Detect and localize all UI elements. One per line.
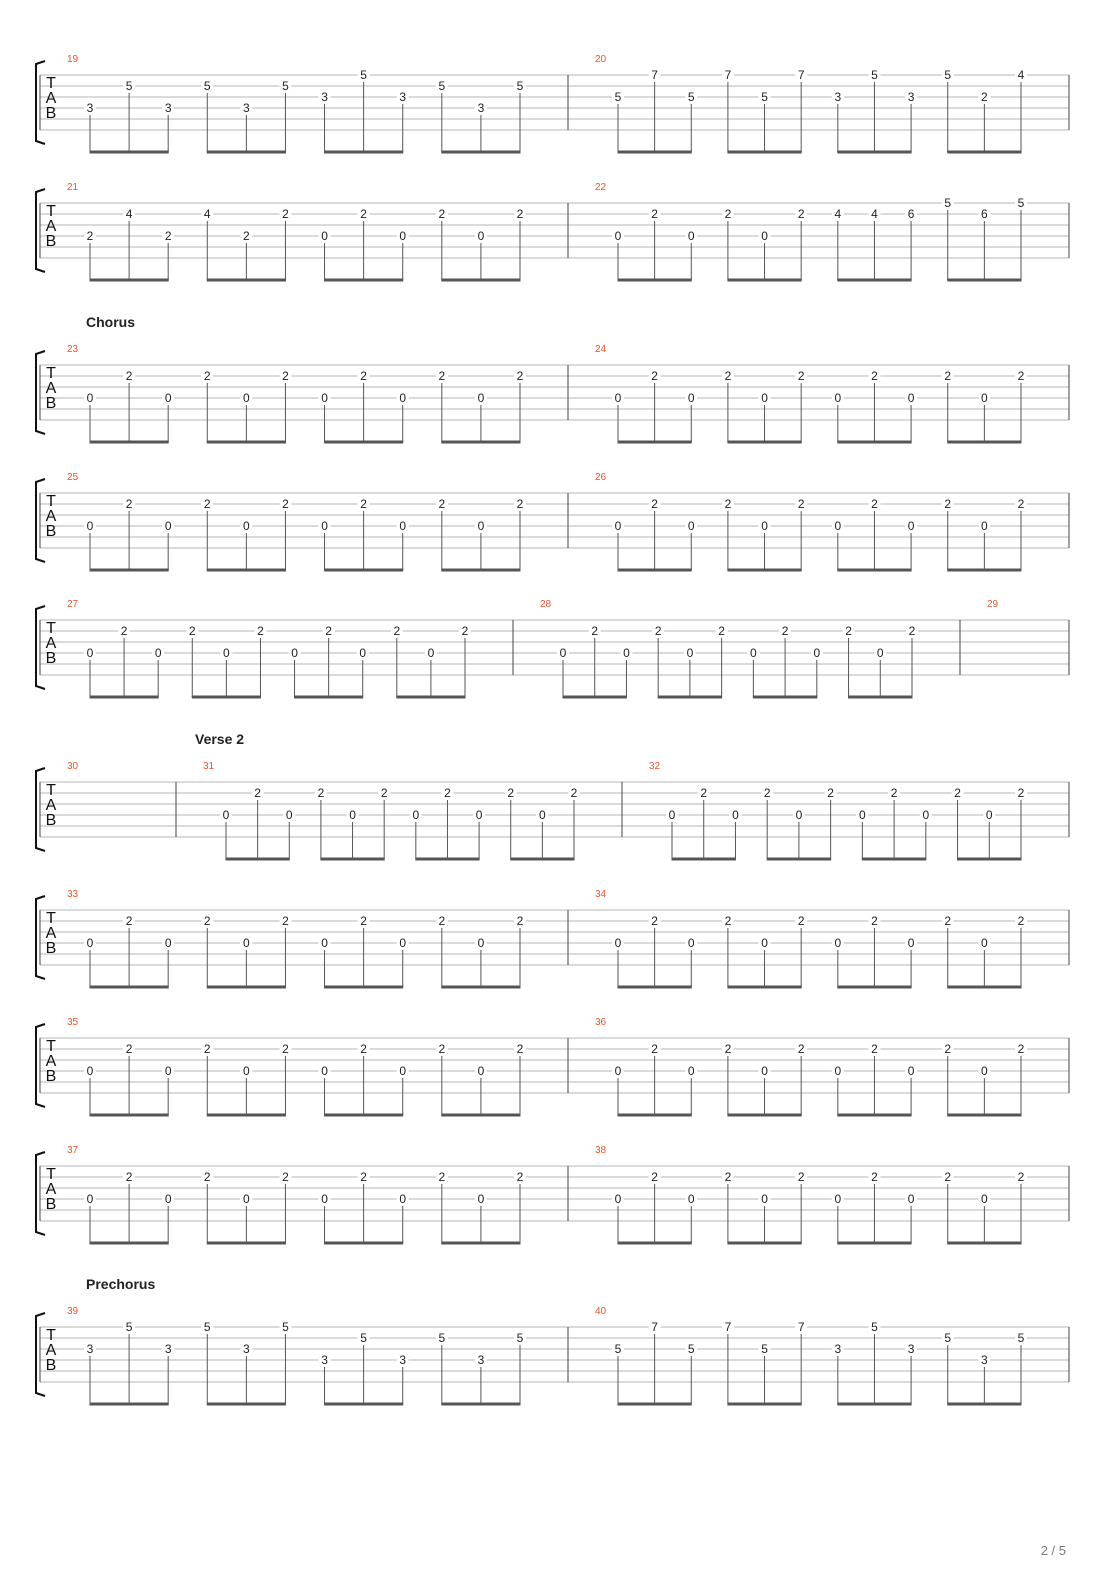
tab-clef-letter: T <box>46 1327 56 1344</box>
fret-number: 0 <box>475 808 483 822</box>
fret-number: 2 <box>282 1042 289 1056</box>
fret-number: 7 <box>651 68 658 82</box>
tab-clef-letter: B <box>45 523 57 540</box>
tab-clef-letter: A <box>45 218 57 235</box>
fret-number: 0 <box>761 1192 768 1206</box>
fret-number: 2 <box>282 369 289 383</box>
fret-number: 7 <box>724 1320 732 1334</box>
fret-number: 5 <box>944 196 952 210</box>
fret-number: 0 <box>477 1192 485 1206</box>
fret-number: 0 <box>477 519 485 533</box>
measure-number: 19 <box>67 54 79 65</box>
tab-clef-letter: B <box>45 1196 57 1213</box>
fret-number: 0 <box>687 519 695 533</box>
fret-number: 7 <box>724 68 732 82</box>
fret-number: 3 <box>243 101 250 115</box>
fret-number: 2 <box>944 497 952 511</box>
fret-number: 5 <box>282 1320 289 1334</box>
fret-number: 5 <box>1017 196 1025 210</box>
fret-number: 2 <box>203 1170 211 1184</box>
fret-number: 2 <box>516 369 524 383</box>
fret-number: 2 <box>507 786 515 800</box>
fret-number: 2 <box>254 786 261 800</box>
fret-number: 3 <box>86 1342 94 1356</box>
fret-number: 3 <box>477 1353 485 1367</box>
fret-number: 2 <box>461 624 469 638</box>
fret-number: 0 <box>359 646 367 660</box>
fret-number: 2 <box>516 497 524 511</box>
fret-number: 0 <box>164 936 172 950</box>
fret-number: 0 <box>761 391 768 405</box>
fret-number: 2 <box>724 1170 732 1184</box>
tab-clef-letter: A <box>45 925 57 942</box>
fret-number: 2 <box>651 497 658 511</box>
page-number: 2 / 5 <box>1040 1543 1066 1558</box>
fret-number: 0 <box>243 936 250 950</box>
fret-number: 5 <box>125 79 133 93</box>
fret-number: 2 <box>890 786 898 800</box>
fret-number: 3 <box>321 1353 328 1367</box>
fret-number: 0 <box>687 936 695 950</box>
fret-number: 2 <box>438 207 446 221</box>
measure-number: 27 <box>67 599 79 610</box>
fret-number: 5 <box>944 68 952 82</box>
measure-number: 26 <box>595 472 607 483</box>
tab-clef-letter: T <box>46 1166 56 1183</box>
tab-clef-letter: A <box>45 90 57 107</box>
fret-number: 2 <box>360 1170 367 1184</box>
fret-number: 2 <box>724 207 732 221</box>
fret-number: 6 <box>907 207 915 221</box>
fret-number: 0 <box>907 936 915 950</box>
fret-number: 0 <box>614 1192 622 1206</box>
fret-number: 2 <box>944 1170 952 1184</box>
fret-number: 0 <box>981 1064 988 1078</box>
fret-number: 4 <box>1017 68 1025 82</box>
fret-number: 0 <box>477 229 485 243</box>
fret-number: 2 <box>871 1042 878 1056</box>
fret-number: 0 <box>686 646 694 660</box>
fret-number: 3 <box>86 101 94 115</box>
tab-clef-letter: T <box>46 782 56 799</box>
fret-number: 0 <box>614 936 622 950</box>
fret-number: 2 <box>86 229 94 243</box>
fret-number: 5 <box>203 79 211 93</box>
fret-number: 2 <box>651 207 658 221</box>
fret-number: 2 <box>125 1170 133 1184</box>
fret-number: 0 <box>285 808 293 822</box>
fret-number: 2 <box>1017 786 1025 800</box>
fret-number: 4 <box>871 207 878 221</box>
fret-number: 2 <box>944 369 952 383</box>
fret-number: 0 <box>427 646 435 660</box>
fret-number: 0 <box>687 1192 695 1206</box>
fret-number: 0 <box>539 808 546 822</box>
fret-number: 0 <box>291 646 298 660</box>
fret-number: 0 <box>477 936 485 950</box>
measure-number: 22 <box>595 182 607 193</box>
fret-number: 7 <box>797 68 805 82</box>
fret-number: 2 <box>438 1042 446 1056</box>
tab-clef-letter: B <box>45 1357 57 1374</box>
fret-number: 5 <box>516 1331 524 1345</box>
section-label: Verse 2 <box>195 731 245 747</box>
fret-number: 0 <box>981 1192 988 1206</box>
fret-number: 0 <box>761 229 768 243</box>
fret-number: 0 <box>321 229 328 243</box>
fret-number: 2 <box>380 786 388 800</box>
measure-number: 40 <box>595 1306 607 1317</box>
fret-number: 7 <box>797 1320 805 1334</box>
fret-number: 5 <box>871 68 878 82</box>
fret-number: 2 <box>438 914 446 928</box>
fret-number: 0 <box>164 519 172 533</box>
fret-number: 2 <box>393 624 401 638</box>
fret-number: 2 <box>360 369 367 383</box>
fret-number: 2 <box>651 369 658 383</box>
fret-number: 3 <box>399 1353 407 1367</box>
fret-number: 5 <box>125 1320 133 1334</box>
fret-number: 2 <box>651 1042 658 1056</box>
fret-number: 0 <box>907 391 915 405</box>
fret-number: 2 <box>724 497 732 511</box>
fret-number: 3 <box>477 101 485 115</box>
fret-number: 0 <box>981 936 988 950</box>
section-label: Chorus <box>86 314 135 330</box>
fret-number: 0 <box>907 1064 915 1078</box>
tab-clef-letter: B <box>45 105 57 122</box>
measure-number: 34 <box>595 889 607 900</box>
fret-number: 2 <box>797 369 805 383</box>
fret-number: 2 <box>438 369 446 383</box>
fret-number: 2 <box>827 786 834 800</box>
fret-number: 2 <box>438 1170 446 1184</box>
fret-number: 2 <box>1017 497 1025 511</box>
fret-number: 2 <box>724 914 732 928</box>
measure-number: 29 <box>987 599 999 610</box>
section-label: Prechorus <box>86 1276 156 1292</box>
fret-number: 2 <box>797 914 805 928</box>
fret-number: 0 <box>243 1192 250 1206</box>
fret-number: 0 <box>86 1064 94 1078</box>
fret-number: 6 <box>981 207 988 221</box>
tab-clef-letter: A <box>45 1053 57 1070</box>
fret-number: 2 <box>570 786 578 800</box>
fret-number: 5 <box>203 1320 211 1334</box>
fret-number: 2 <box>516 1170 524 1184</box>
fret-number: 2 <box>243 229 250 243</box>
fret-number: 2 <box>203 369 211 383</box>
fret-number: 0 <box>321 1192 328 1206</box>
fret-number: 0 <box>732 808 739 822</box>
fret-number: 3 <box>907 1342 915 1356</box>
fret-number: 2 <box>871 1170 878 1184</box>
fret-number: 0 <box>813 646 821 660</box>
fret-number: 0 <box>86 936 94 950</box>
fret-number: 0 <box>687 1064 695 1078</box>
fret-number: 5 <box>438 1331 446 1345</box>
fret-number: 2 <box>317 786 325 800</box>
fret-number: 4 <box>834 207 842 221</box>
fret-number: 0 <box>321 1064 328 1078</box>
fret-number: 4 <box>125 207 133 221</box>
fret-number: 2 <box>516 914 524 928</box>
measure-number: 33 <box>67 889 79 900</box>
fret-number: 0 <box>222 808 230 822</box>
fret-number: 2 <box>651 914 658 928</box>
fret-number: 2 <box>954 786 961 800</box>
fret-number: 2 <box>724 369 732 383</box>
fret-number: 2 <box>282 497 289 511</box>
fret-number: 2 <box>651 1170 658 1184</box>
fret-number: 2 <box>444 786 451 800</box>
fret-number: 2 <box>797 1170 805 1184</box>
tab-clef-letter: A <box>45 1181 57 1198</box>
fret-number: 0 <box>623 646 630 660</box>
measure-number: 23 <box>67 344 79 355</box>
tab-clef-letter: T <box>46 910 56 927</box>
fret-number: 5 <box>871 1320 878 1334</box>
fret-number: 2 <box>203 914 211 928</box>
fret-number: 5 <box>761 1342 768 1356</box>
fret-number: 0 <box>761 519 768 533</box>
fret-number: 0 <box>321 519 328 533</box>
fret-number: 0 <box>834 1064 842 1078</box>
fret-number: 0 <box>412 808 420 822</box>
fret-number: 0 <box>614 229 622 243</box>
fret-number: 0 <box>477 1064 485 1078</box>
tab-clef-letter: A <box>45 797 57 814</box>
fret-number: 2 <box>360 497 367 511</box>
fret-number: 2 <box>871 369 878 383</box>
fret-number: 0 <box>399 1192 407 1206</box>
fret-number: 0 <box>907 1192 915 1206</box>
fret-number: 0 <box>223 646 230 660</box>
fret-number: 2 <box>1017 369 1025 383</box>
fret-number: 2 <box>360 1042 367 1056</box>
tab-clef-letter: T <box>46 620 56 637</box>
fret-number: 0 <box>614 519 622 533</box>
fret-number: 3 <box>834 90 842 104</box>
fret-number: 0 <box>86 1192 94 1206</box>
measure-number: 35 <box>67 1017 79 1028</box>
fret-number: 0 <box>154 646 162 660</box>
fret-number: 0 <box>750 646 757 660</box>
fret-number: 0 <box>559 646 567 660</box>
fret-number: 2 <box>871 497 878 511</box>
fret-number: 2 <box>845 624 852 638</box>
measure-number: 25 <box>67 472 79 483</box>
measure-number: 20 <box>595 54 607 65</box>
fret-number: 2 <box>871 914 878 928</box>
fret-number: 5 <box>761 90 768 104</box>
fret-number: 2 <box>724 1042 732 1056</box>
fret-number: 2 <box>944 1042 952 1056</box>
fret-number: 0 <box>321 936 328 950</box>
fret-number: 0 <box>614 1064 622 1078</box>
tab-clef-letter: T <box>46 493 56 510</box>
fret-number: 2 <box>797 207 805 221</box>
fret-number: 0 <box>614 391 622 405</box>
tab-clef-letter: B <box>45 650 57 667</box>
fret-number: 0 <box>86 391 94 405</box>
fret-number: 2 <box>125 497 133 511</box>
fret-number: 2 <box>516 1042 524 1056</box>
fret-number: 0 <box>761 936 768 950</box>
fret-number: 0 <box>985 808 993 822</box>
fret-number: 0 <box>907 519 915 533</box>
fret-number: 2 <box>516 207 524 221</box>
fret-number: 0 <box>859 808 866 822</box>
fret-number: 2 <box>125 1042 133 1056</box>
measure-number: 31 <box>203 761 215 772</box>
measure-number: 37 <box>67 1145 79 1156</box>
fret-number: 2 <box>282 914 289 928</box>
fret-number: 2 <box>120 624 128 638</box>
fret-number: 0 <box>164 391 172 405</box>
fret-number: 2 <box>700 786 708 800</box>
fret-number: 3 <box>981 1353 988 1367</box>
fret-number: 2 <box>1017 1042 1025 1056</box>
fret-number: 2 <box>981 90 988 104</box>
fret-number: 2 <box>360 914 367 928</box>
fret-number: 2 <box>718 624 725 638</box>
tab-clef-letter: B <box>45 812 57 829</box>
fret-number: 3 <box>399 90 407 104</box>
fret-number: 5 <box>614 1342 622 1356</box>
fret-number: 0 <box>86 519 94 533</box>
fret-number: 7 <box>651 1320 658 1334</box>
tab-clef-letter: T <box>46 203 56 220</box>
fret-number: 2 <box>125 914 133 928</box>
tab-clef-letter: T <box>46 75 56 92</box>
tab-clef-letter: T <box>46 365 56 382</box>
fret-number: 5 <box>687 90 695 104</box>
fret-number: 0 <box>243 1064 250 1078</box>
fret-number: 2 <box>797 497 805 511</box>
fret-number: 2 <box>188 624 196 638</box>
measure-number: 30 <box>67 761 79 772</box>
fret-number: 2 <box>360 207 367 221</box>
fret-number: 5 <box>516 79 524 93</box>
fret-number: 2 <box>325 624 332 638</box>
fret-number: 3 <box>164 1342 172 1356</box>
measure-number: 39 <box>67 1306 79 1317</box>
fret-number: 0 <box>399 229 407 243</box>
measure-number: 36 <box>595 1017 607 1028</box>
tab-clef-letter: A <box>45 380 57 397</box>
fret-number: 3 <box>164 101 172 115</box>
fret-number: 0 <box>399 1064 407 1078</box>
fret-number: 0 <box>399 936 407 950</box>
fret-number: 0 <box>687 391 695 405</box>
fret-number: 0 <box>761 1064 768 1078</box>
fret-number: 2 <box>164 229 172 243</box>
fret-number: 0 <box>349 808 356 822</box>
fret-number: 2 <box>763 786 771 800</box>
tab-clef-letter: B <box>45 395 57 412</box>
fret-number: 0 <box>399 391 407 405</box>
fret-number: 2 <box>125 369 133 383</box>
measure-number: 21 <box>67 182 79 193</box>
measure-number: 32 <box>649 761 661 772</box>
fret-number: 2 <box>591 624 599 638</box>
fret-number: 5 <box>687 1342 695 1356</box>
fret-number: 0 <box>981 391 988 405</box>
fret-number: 2 <box>1017 1170 1025 1184</box>
fret-number: 2 <box>781 624 789 638</box>
fret-number: 0 <box>164 1192 172 1206</box>
fret-number: 0 <box>834 936 842 950</box>
fret-number: 0 <box>477 391 485 405</box>
fret-number: 0 <box>795 808 803 822</box>
fret-number: 4 <box>203 207 211 221</box>
fret-number: 5 <box>944 1331 952 1345</box>
fret-number: 3 <box>834 1342 842 1356</box>
fret-number: 0 <box>86 646 94 660</box>
fret-number: 2 <box>438 497 446 511</box>
tab-clef-letter: B <box>45 233 57 250</box>
fret-number: 0 <box>834 391 842 405</box>
fret-number: 2 <box>908 624 916 638</box>
fret-number: 2 <box>203 1042 211 1056</box>
fret-number: 5 <box>360 1331 367 1345</box>
measure-number: 28 <box>540 599 552 610</box>
tab-clef-letter: A <box>45 635 57 652</box>
fret-number: 3 <box>907 90 915 104</box>
fret-number: 2 <box>257 624 264 638</box>
fret-number: 0 <box>876 646 884 660</box>
fret-number: 0 <box>834 1192 842 1206</box>
fret-number: 5 <box>1017 1331 1025 1345</box>
fret-number: 5 <box>438 79 446 93</box>
tab-clef-letter: A <box>45 1342 57 1359</box>
fret-number: 2 <box>282 1170 289 1184</box>
tab-clef-letter: B <box>45 940 57 957</box>
fret-number: 0 <box>399 519 407 533</box>
fret-number: 3 <box>243 1342 250 1356</box>
fret-number: 0 <box>834 519 842 533</box>
fret-number: 0 <box>668 808 676 822</box>
fret-number: 0 <box>981 519 988 533</box>
fret-number: 0 <box>243 519 250 533</box>
measure-number: 38 <box>595 1145 607 1156</box>
measure-number: 24 <box>595 344 607 355</box>
fret-number: 3 <box>321 90 328 104</box>
fret-number: 0 <box>164 1064 172 1078</box>
fret-number: 0 <box>243 391 250 405</box>
tab-clef-letter: A <box>45 508 57 525</box>
fret-number: 2 <box>944 914 952 928</box>
fret-number: 2 <box>203 497 211 511</box>
fret-number: 2 <box>654 624 662 638</box>
fret-number: 5 <box>282 79 289 93</box>
fret-number: 2 <box>282 207 289 221</box>
fret-number: 5 <box>360 68 367 82</box>
fret-number: 2 <box>1017 914 1025 928</box>
tab-clef-letter: B <box>45 1068 57 1085</box>
fret-number: 0 <box>321 391 328 405</box>
fret-number: 2 <box>797 1042 805 1056</box>
tab-clef-letter: T <box>46 1038 56 1055</box>
fret-number: 0 <box>687 229 695 243</box>
fret-number: 5 <box>614 90 622 104</box>
fret-number: 0 <box>922 808 930 822</box>
